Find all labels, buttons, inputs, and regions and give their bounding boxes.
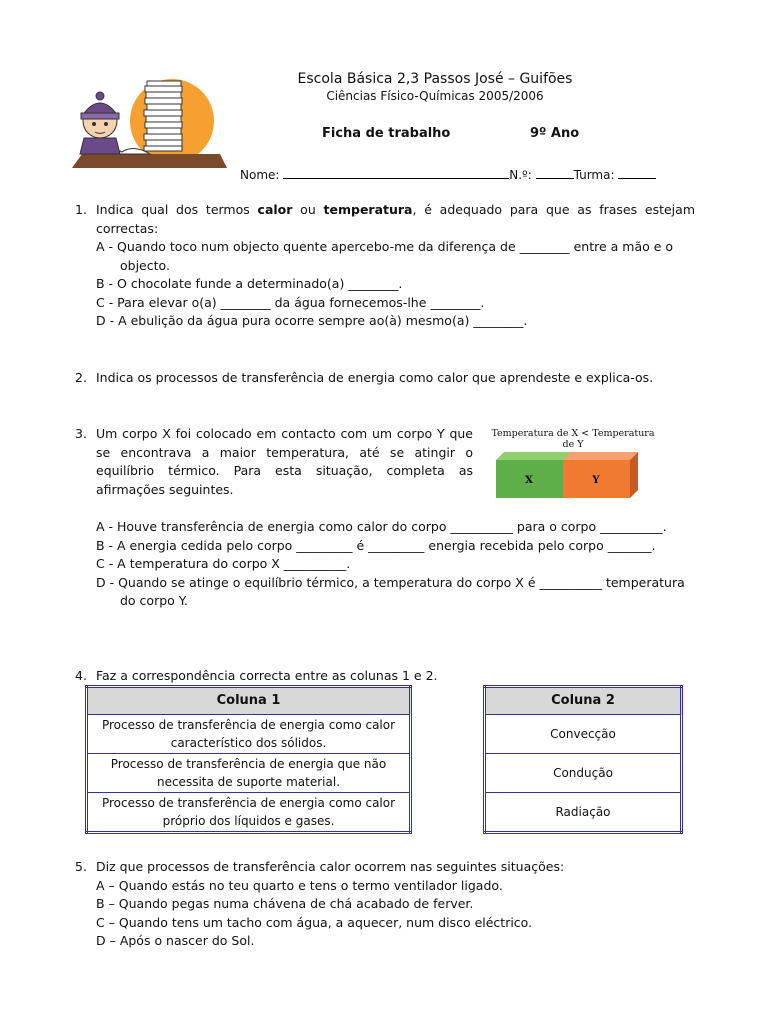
list-item: A - Houve transferência de energia como calor do corpo __________ para o corpo __________. — [96, 519, 667, 534]
list-item: D - Quando se atinge o equilíbrio térmico, a temperatura do corpo X é __________ temperatura do corpo Y. — [96, 574, 685, 608]
column-2-header: Coluna 2 — [485, 687, 682, 715]
question-number: 5. — [75, 859, 87, 874]
grade-level: 9º Ano — [530, 126, 580, 141]
table-cell: Condução — [485, 754, 682, 793]
question-text: Indica os processos de transferência de energia como calor que aprendeste e explica-os. — [96, 370, 654, 385]
question-4 — [75, 667, 695, 686]
question-number: 3. — [75, 426, 87, 441]
school-name: Escola Básica 2,3 Passos José – Guifões — [297, 71, 573, 87]
question-number: 2. — [75, 370, 87, 385]
temperature-figure — [488, 428, 688, 508]
question-1 — [75, 201, 695, 331]
name-blank[interactable] — [283, 166, 509, 179]
document-header — [200, 70, 670, 104]
name-label: Nome: — [240, 168, 280, 182]
list-item: A – Quando estás no teu quarto e tens o termo ventilador ligado. — [96, 877, 503, 893]
worksheet-title: Ficha de trabalho — [322, 126, 451, 141]
text-part: ou — [292, 202, 324, 217]
figure-caption: Temperatura de X < Temperatura de Y — [491, 428, 655, 450]
contact-blocks — [496, 452, 646, 504]
subject-year: Ciências Físico-Químicas 2005/2006 — [326, 89, 544, 103]
table-cell: Processo de transferência de energia como calor característico dos sólidos. — [87, 715, 411, 754]
class-label: Turma: — [573, 168, 615, 182]
question-number: 4. — [75, 668, 87, 683]
table-cell: Processo de transferência de energia que não necessita de suporte material. — [87, 754, 411, 793]
table-cell: Processo de transferência de energia como calor próprio dos líquidos e gases. — [87, 793, 411, 833]
list-item: B – Quando pegas numa chávena de chá acabado de ferver. — [96, 896, 474, 911]
term-temperatura: temperatura — [323, 202, 413, 217]
list-item: C – Quando tens um tacho com água, a aquecer, num disco eléctrico. — [96, 914, 533, 930]
table-cell: Radiação — [485, 793, 682, 833]
list-item: A - Quando toco num objecto quente apercebo-me da diferença de ________ entre a mão e o objecto. — [96, 239, 674, 273]
list-item: B - O chocolate funde a determinado(a) ________. — [96, 276, 403, 291]
column-2-table — [483, 685, 683, 834]
question-3-items — [75, 518, 695, 611]
class-blank[interactable] — [618, 166, 656, 179]
question-text: Um corpo X foi colocado em contacto com um corpo Y que se encontrava a maior temperatura, até se atingir o equilíbrio térmico. Para esta situação, completa as afirmações seguintes. — [96, 426, 473, 497]
block-x-label: X — [525, 475, 533, 486]
list-item: B - A energia cedida pelo corpo _________ é _________ energia recebida pelo corpo _______. — [96, 537, 656, 553]
number-label: N.º: — [509, 168, 532, 182]
list-item: C - A temperatura do corpo X __________. — [96, 556, 351, 571]
list-item: D - A ebulição da água pura ocorre sempre ao(à) mesmo(a) ________. — [96, 313, 528, 328]
text-part: , é adequado para que as frases estejam correctas: — [96, 202, 695, 236]
question-text — [96, 201, 695, 238]
question-text: Faz a correspondência correcta entre as colunas 1 e 2. — [96, 668, 438, 683]
block-y-label: Y — [592, 475, 600, 486]
number-blank[interactable] — [536, 166, 574, 179]
term-calor: calor — [257, 202, 293, 217]
student-fields — [240, 166, 656, 182]
question-5 — [75, 858, 695, 951]
column-1-table — [85, 685, 412, 834]
list-item: C - Para elevar o(a) ________ da água fornecemos-lhe ________. — [96, 294, 485, 310]
table-cell: Convecção — [485, 715, 682, 754]
question-number: 1. — [75, 202, 87, 217]
text-part: Indica qual dos termos — [96, 202, 258, 217]
question-2 — [75, 369, 695, 388]
column-1-header: Coluna 1 — [87, 687, 411, 715]
list-item: D – Após o nascer do Sol. — [96, 933, 255, 948]
question-text: Diz que processos de transferência calor ocorrem nas seguintes situações: — [96, 859, 565, 874]
